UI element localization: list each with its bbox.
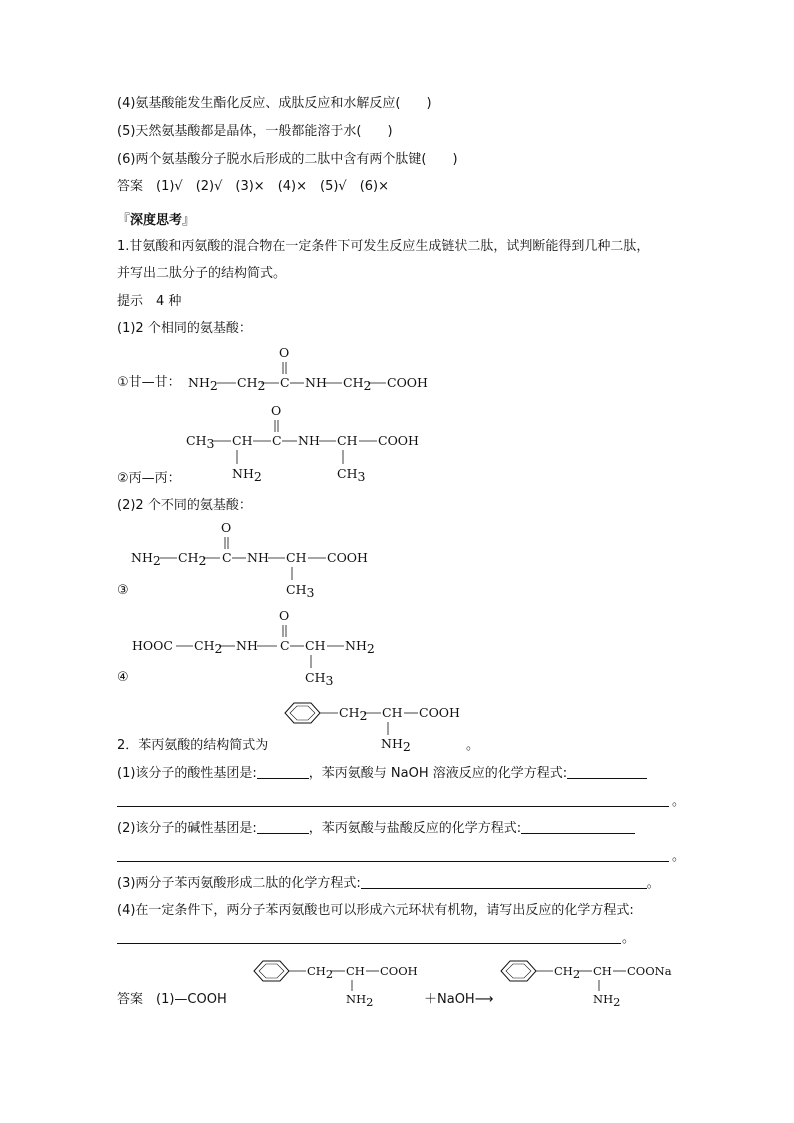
q1-line-1: 1.甘氨酸和丙氨酸的混合物在一定条件下可发生反应生成链状二肽，试判断能得到几种二肽， <box>117 239 650 254</box>
svg-text:NH2: NH2 <box>232 466 262 484</box>
q1-hint: 提示 4 种 <box>117 294 182 309</box>
svg-text:CH2: CH2 <box>554 964 581 981</box>
q2-intro-suffix: 。 <box>466 738 480 753</box>
svg-text:COOH: COOH <box>378 433 419 448</box>
svg-text:C: C <box>272 433 282 448</box>
svg-text:COOH: COOH <box>387 375 428 390</box>
svg-text:CH: CH <box>286 550 307 565</box>
section-bracket-right: 』 <box>182 213 196 228</box>
svg-text:COOH: COOH <box>327 550 368 565</box>
svg-text:CH2: CH2 <box>343 375 372 393</box>
svg-text:NH: NH <box>247 550 269 565</box>
svg-text:NH2: NH2 <box>131 550 161 568</box>
svg-text:CH: CH <box>593 964 612 978</box>
svg-text:C: C <box>280 638 290 653</box>
reaction-arrow-icon: ⟶ <box>474 992 494 1007</box>
q2-sub-4-period: 。 <box>622 931 636 946</box>
section-bracket-left: 『 <box>117 213 131 228</box>
svg-text:CH2: CH2 <box>178 550 207 568</box>
q2-sub-2-prefix: (2)该分子的碱性基团是: <box>117 821 257 836</box>
svg-text:CH: CH <box>346 964 365 978</box>
answer-2-label: 答案 (1)—COOH <box>117 992 227 1007</box>
svg-text:NH2: NH2 <box>345 638 375 656</box>
plus-naoh-text: ＋NaOH <box>424 992 475 1007</box>
svg-text:CH: CH <box>337 433 358 448</box>
svg-text:C: C <box>222 550 232 565</box>
svg-text:CH: CH <box>305 638 326 653</box>
atom-O: O <box>279 345 290 360</box>
q2-sub-2-period: 。 <box>672 849 686 864</box>
statement-6: (6)两个氨基酸分子脱水后形成的二肽中含有两个肽键( ) <box>117 152 458 167</box>
q2-sub-3-period: 。 <box>646 876 660 891</box>
q1-line-2: 并写出二肽分子的结构简式。 <box>117 266 287 281</box>
svg-text:NH2: NH2 <box>188 375 218 393</box>
svg-text:CH2: CH2 <box>237 375 266 393</box>
svg-text:NH2: NH2 <box>346 992 374 1009</box>
svg-text:NH: NH <box>305 375 327 390</box>
q2-sub-1-period: 。 <box>672 794 686 809</box>
svg-text:CH: CH <box>232 433 253 448</box>
svg-text:NH2: NH2 <box>593 992 621 1009</box>
q1-part-2: (2)2 个不同的氨基酸： <box>117 498 252 513</box>
svg-text:NH: NH <box>236 638 258 653</box>
svg-text:O: O <box>279 608 290 623</box>
q2-sub-4: (4)在一定条件下，两分子苯丙氨酸也可以形成六元环状有机物，请写出反应的化学方程式: <box>117 903 634 918</box>
svg-text:CH3: CH3 <box>337 466 366 484</box>
q1-item-4-label: ④ <box>117 670 129 685</box>
section-title-text: 深度思考 <box>130 213 183 228</box>
svg-text:CH3: CH3 <box>305 670 334 688</box>
q2-sub-1-prefix: (1)该分子的酸性基团是: <box>117 766 257 781</box>
svg-text:CH3: CH3 <box>186 433 215 451</box>
svg-text:O: O <box>221 520 232 535</box>
svg-text:NH: NH <box>298 433 320 448</box>
svg-text:CH3: CH3 <box>286 582 315 600</box>
svg-text:COONa: COONa <box>627 964 672 978</box>
svg-text:CH: CH <box>382 705 403 720</box>
statement-5: (5)天然氨基酸都是晶体，一般都能溶于水( ) <box>117 124 393 139</box>
svg-text:CH2: CH2 <box>307 964 334 981</box>
q1-item-3-label: ③ <box>117 583 129 598</box>
q1-part-1: (1)2 个相同的氨基酸： <box>117 321 252 336</box>
q2-intro-prefix: 2．苯丙氨酸的结构简式为 <box>117 738 269 753</box>
answer-line-1: 答案 (1)√ (2)√ (3)× (4)× (5)√ (6)× <box>117 179 390 194</box>
q2-sub-2-suffix: ，苯丙氨酸与盐酸反应的化学方程式: <box>308 821 522 836</box>
q1-item-1-label: ①甘—甘： <box>117 375 181 390</box>
svg-text:NH2: NH2 <box>381 736 411 754</box>
q2-sub-1-suffix: ，苯丙氨酸与 NaOH 溶液反应的化学方程式: <box>308 766 568 781</box>
svg-text:HOOC: HOOC <box>132 638 173 653</box>
q1-item-2-label: ②丙—丙： <box>117 471 181 486</box>
svg-text:O: O <box>271 403 282 418</box>
svg-text:COOH: COOH <box>380 964 418 978</box>
svg-text:C: C <box>280 375 290 390</box>
q2-sub-3-text: (3)两分子苯丙氨酸形成二肽的化学方程式: <box>117 876 361 891</box>
svg-text:CH2: CH2 <box>194 638 223 656</box>
svg-text:COOH: COOH <box>419 705 460 720</box>
svg-text:CH2: CH2 <box>339 705 368 723</box>
statement-4: (4)氨基酸能发生酯化反应、成肽反应和水解反应( ) <box>117 96 432 111</box>
